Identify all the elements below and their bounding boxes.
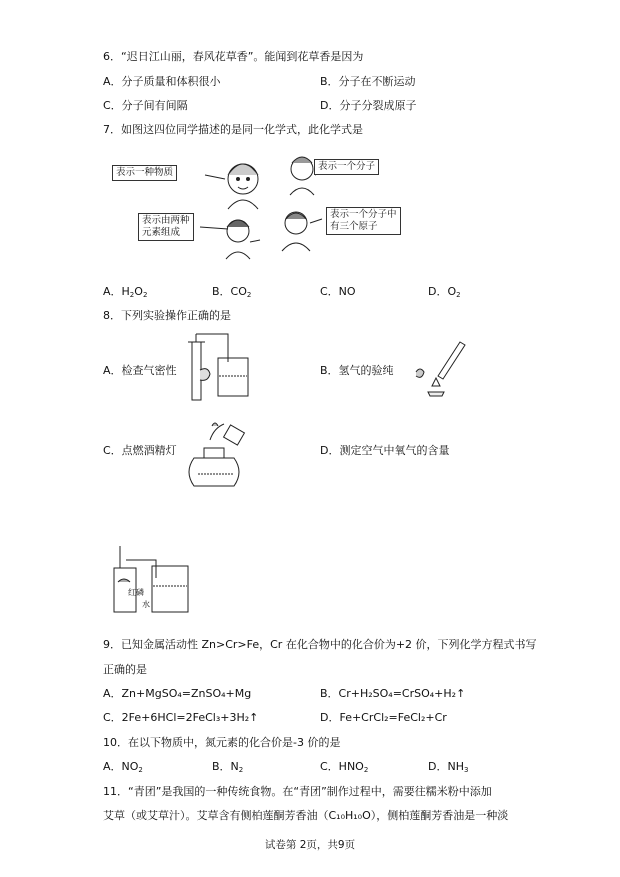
q7-option-c[interactable]: C．NO [320, 285, 356, 298]
q9-option-d[interactable]: D．Fe+CrCl₂=FeCl₂+Cr [320, 711, 447, 724]
q8-b-hydrogen-test-figure [398, 336, 478, 400]
q8-c-alcohol-lamp-figure [182, 418, 250, 488]
q8-option-d[interactable]: D．测定空气中氧气的含量 [320, 444, 450, 457]
q10-option-d[interactable]: D．$NH_3$ [428, 760, 469, 774]
q7-bubble-4-line2: 有三个原子 [330, 221, 378, 232]
q9-option-c[interactable]: C．2Fe+6HCl=2FeCl₃+3H₂↑ [103, 711, 259, 724]
q9-stem-line2: 正确的是 [103, 663, 147, 676]
q7-bubble-4-line1: 表示一个分子中 [330, 209, 397, 220]
q9-option-b[interactable]: B．Cr+H₂SO₄=CrSO₄+H₂↑ [320, 687, 466, 700]
q7-bubble-3 [138, 213, 194, 241]
q6-option-b[interactable]: B．分子在不断运动 [320, 75, 416, 88]
q7-option-a[interactable]: A．$H_2O_2$ [103, 285, 148, 299]
q9-stem-line1: 9．已知金属活动性 Zn>Cr>Fe，Cr 在化合物中的化合价为+2 价，下列化学方程式书写 [103, 638, 537, 651]
q7-option-d[interactable]: D．$O_2$ [428, 285, 461, 299]
q7-bubble-3-line2: 元素组成 [142, 227, 181, 238]
q8-d-oxygen-measure-figure [106, 542, 196, 614]
q10-option-a[interactable]: A．$NO_2$ [103, 760, 143, 774]
q6-option-d[interactable]: D．分子分裂成原子 [320, 99, 417, 112]
q9-option-a[interactable]: A．Zn+MgSO₄=ZnSO₄+Mg [103, 687, 252, 700]
q7-bubble-4 [326, 207, 401, 235]
q10-stem: 10．在以下物质中，氮元素的化合价是-3 价的是 [103, 736, 341, 749]
q8-d-label-red-phosphorus: 红磷 [128, 588, 144, 597]
q6-option-a[interactable]: A．分子质量和体积很小 [103, 75, 221, 88]
q8-d-label-water: 水 [142, 600, 150, 609]
q10-option-b[interactable]: B．$N_2$ [212, 760, 244, 774]
q10-option-c[interactable]: C．$HNO_2$ [320, 760, 369, 774]
q6-option-c[interactable]: C．分子间有间隔 [103, 99, 188, 112]
q8-option-a[interactable]: A．检查气密性 [103, 364, 177, 377]
q7-bubble-3-line1: 表示由两种 [142, 215, 190, 226]
page-footer: 试卷第 2页，共9页 [264, 839, 356, 851]
q7-students-figure [110, 147, 410, 265]
q8-option-c[interactable]: C．点燃酒精灯 [103, 444, 177, 457]
q11-line1: 11．“青团”是我国的一种传统食物。在“青团”制作过程中，需要往糯米粉中添加 [103, 785, 492, 798]
q8-a-airtightness-figure [182, 330, 252, 402]
q7-bubble-2: 表示一个分子 [314, 159, 379, 175]
q11-line2: 艾草（或艾草汁）。艾草含有侧柏莲酮芳香油（C₁₀H₁₀O），侧柏莲酮芳香油是一种淡 [103, 809, 509, 822]
q7-bubble-1: 表示一种物质 [112, 165, 177, 181]
q8-stem: 8．下列实验操作正确的是 [103, 309, 231, 322]
q7-stem: 7．如图这四位同学描述的是同一化学式，此化学式是 [103, 123, 363, 136]
q8-option-b[interactable]: B．氢气的验纯 [320, 364, 394, 377]
q6-stem: 6．“迟日江山丽，春风花草香”。能闻到花草香是因为 [103, 50, 364, 63]
q7-option-b[interactable]: B．$CO_2$ [212, 285, 252, 299]
